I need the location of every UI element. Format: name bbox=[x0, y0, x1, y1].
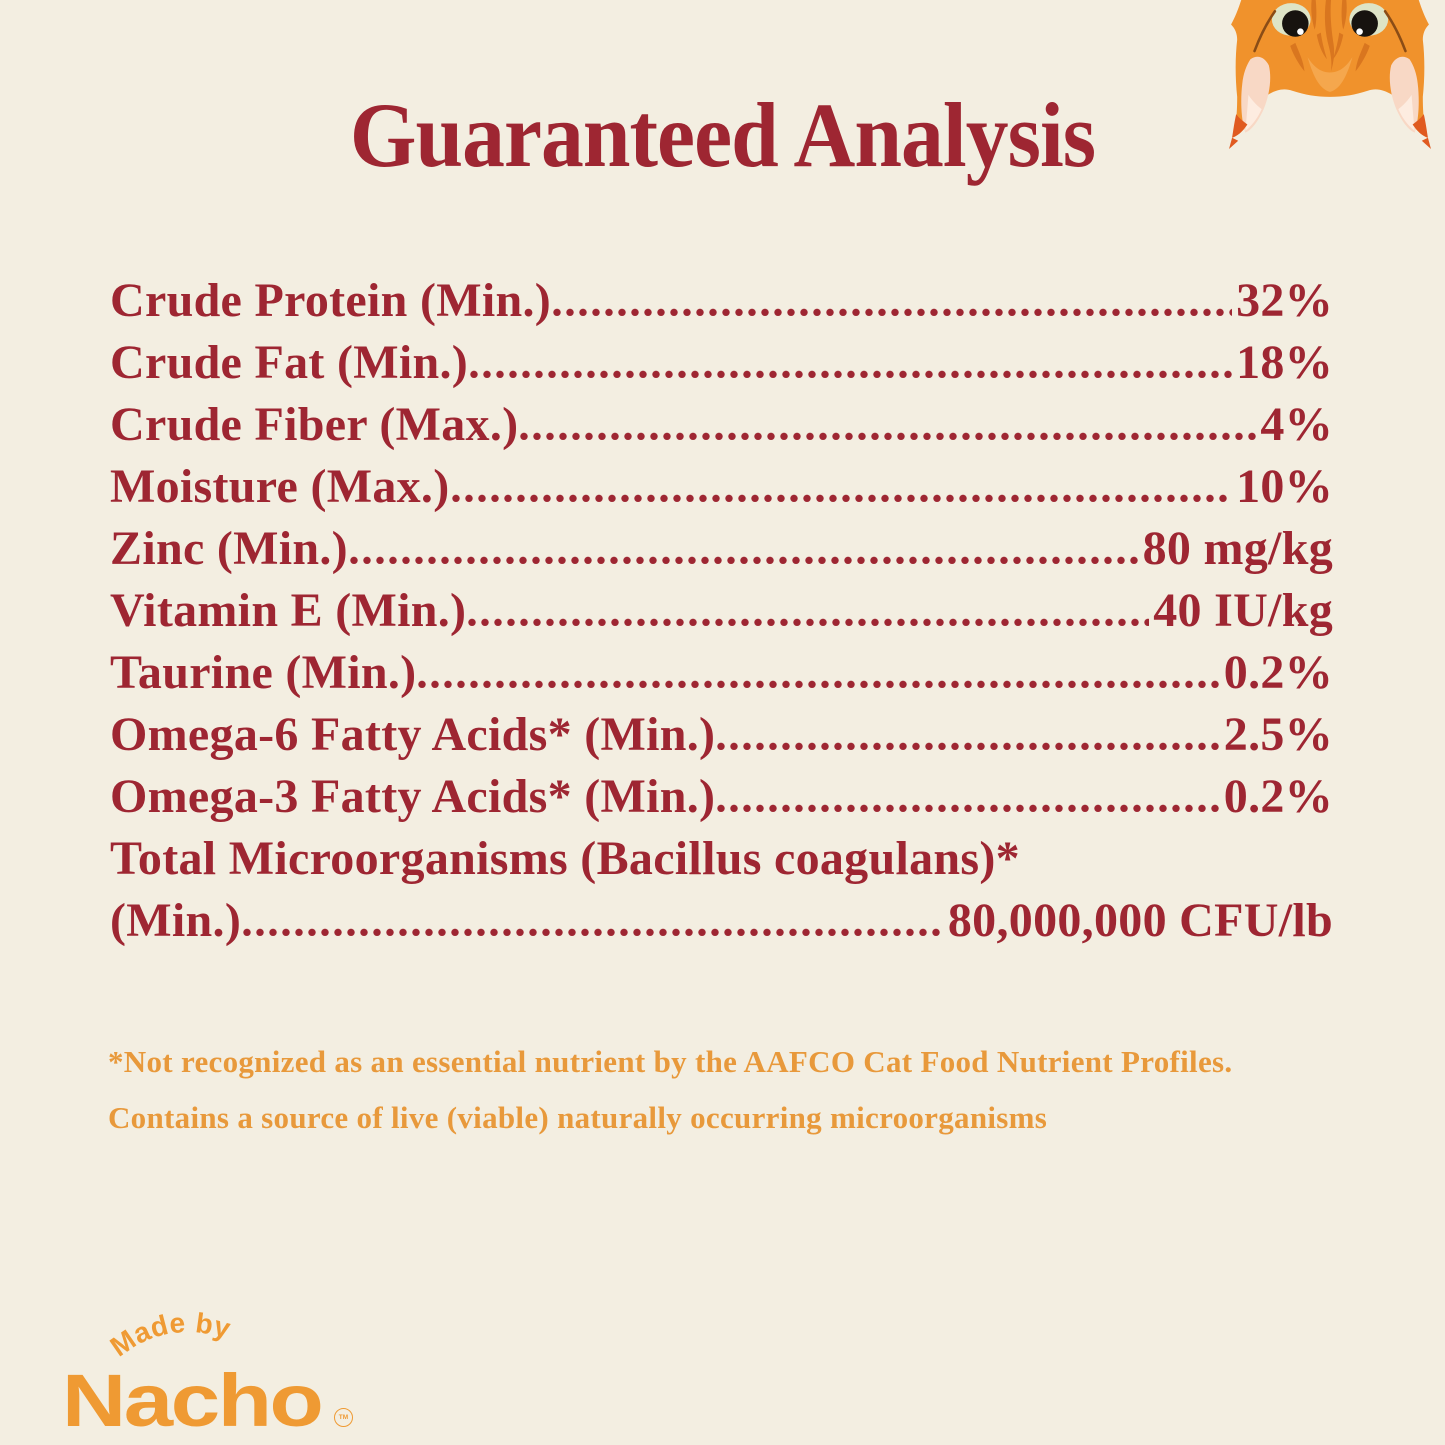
trademark-icon: TM bbox=[334, 1408, 353, 1427]
footnote-line-1: *Not recognized as an essential nutrient by the AAFCO Cat Food Nutrient Profiles. bbox=[108, 1044, 1233, 1079]
nutrient-label: Vitamin E (Min.) bbox=[110, 584, 467, 637]
nutrient-label: Omega-6 Fatty Acids* (Min.) bbox=[110, 708, 716, 761]
dot-leader bbox=[243, 926, 944, 936]
nutrient-value: 2.5% bbox=[1223, 708, 1333, 761]
nutrient-value: 18% bbox=[1236, 336, 1333, 389]
nutrient-value: 0.2% bbox=[1223, 646, 1333, 699]
analysis-row bbox=[110, 828, 1333, 890]
analysis-row bbox=[110, 394, 1333, 456]
nutrient-label: Total Microorganisms (Bacillus coagulans)* bbox=[110, 832, 1020, 885]
analysis-row bbox=[110, 580, 1333, 642]
analysis-row bbox=[110, 456, 1333, 518]
guaranteed-analysis-list bbox=[110, 270, 1333, 952]
dot-leader bbox=[470, 368, 1232, 378]
nacho-brand-text: Nacho bbox=[62, 1359, 322, 1442]
nutrient-label: Zinc (Min.) bbox=[110, 522, 348, 575]
dot-leader bbox=[452, 492, 1233, 502]
analysis-row bbox=[110, 766, 1333, 828]
analysis-row bbox=[110, 332, 1333, 394]
nutrient-label: Moisture (Max.) bbox=[110, 460, 450, 513]
analysis-row bbox=[110, 642, 1333, 704]
nutrient-value: 0.2% bbox=[1223, 770, 1333, 823]
dot-leader bbox=[717, 802, 1219, 812]
dot-leader bbox=[520, 430, 1256, 440]
aafco-footnote bbox=[108, 1034, 1355, 1146]
svg-text:Made by bbox=[105, 1307, 234, 1363]
nutrient-label: Crude Protein (Min.) bbox=[110, 274, 552, 327]
page-title: Guaranteed Analysis bbox=[349, 84, 1096, 186]
nutrient-value: 32% bbox=[1236, 274, 1333, 327]
nutrient-value: 4% bbox=[1260, 398, 1333, 451]
dot-leader bbox=[468, 616, 1149, 626]
nutrient-label: Omega-3 Fatty Acids* (Min.) bbox=[110, 770, 716, 823]
dot-leader bbox=[553, 306, 1232, 316]
nutrient-label: Crude Fiber (Max.) bbox=[110, 398, 519, 451]
made-by-text: Made by bbox=[104, 1306, 235, 1363]
dot-leader bbox=[717, 740, 1219, 750]
nutrient-label: Taurine (Min.) bbox=[110, 646, 417, 699]
made-by-nacho-logo bbox=[62, 1292, 382, 1442]
footnote-line-2: Contains a source of live (viable) naturally occurring microorganisms bbox=[108, 1100, 1048, 1135]
analysis-row bbox=[110, 704, 1333, 766]
made-by-arched-text bbox=[104, 1306, 241, 1364]
analysis-row bbox=[110, 518, 1333, 580]
nutrient-value: 80 mg/kg bbox=[1142, 522, 1333, 575]
analysis-row bbox=[110, 890, 1333, 952]
nutrient-value: 40 IU/kg bbox=[1153, 584, 1333, 637]
nutrient-label: (Min.) bbox=[110, 894, 242, 947]
dot-leader bbox=[418, 678, 1219, 688]
dot-leader bbox=[350, 554, 1139, 564]
nutrient-label: Crude Fat (Min.) bbox=[110, 336, 469, 389]
analysis-row bbox=[110, 270, 1333, 332]
nutrient-value: 80,000,000 CFU/lb bbox=[947, 894, 1333, 947]
nutrient-value: 10% bbox=[1236, 460, 1333, 513]
